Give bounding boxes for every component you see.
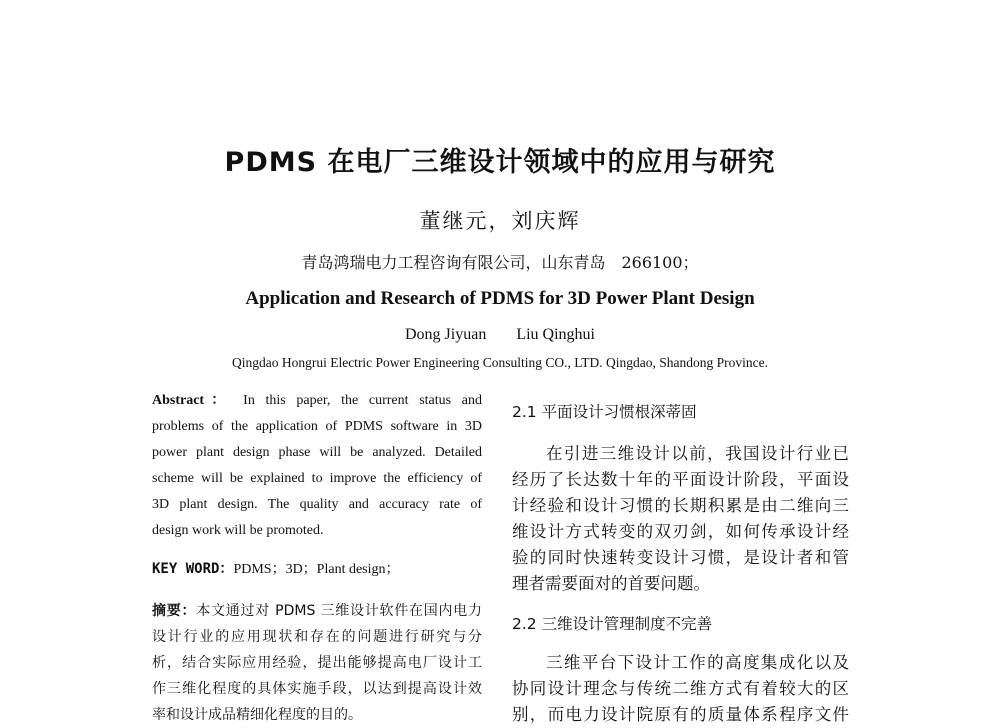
authors-cn: 董继元，刘庆辉 [419, 209, 581, 233]
author-1: Dong Jiyuan [405, 326, 487, 343]
abstract-cn-line: 率和设计成品精细化程度的目的。 [152, 707, 362, 723]
paper-title: PDMS 在电厂三维设计领域中的应用与研究 [224, 147, 776, 178]
paragraph-line: 协同设计理念与传统二维方式有着较大的区 [512, 679, 849, 698]
paragraph-line: 验的同时快速转变设计习惯，是设计者和管 [512, 548, 849, 567]
abstract-cn-line [152, 598, 482, 624]
abstract-text: In this paper, the current status and [243, 393, 482, 408]
paragraph-line: 别，而电力设计院原有的质量体系程序文件 [512, 705, 849, 724]
abstract-cn-line: 设计行业的应用现状和存在的问题进行研究与分 [152, 629, 482, 645]
paragraph-line: 三维平台下设计工作的高度集成化以及 [546, 653, 849, 672]
abstract-en [152, 388, 482, 544]
abstract-line [152, 388, 482, 414]
abstract-cn-label: 摘要： [152, 603, 197, 619]
affiliation-cn: 青岛鸿瑞电力工程咨询有限公司，山东青岛 266100； [301, 253, 699, 272]
authors-en [0, 326, 1000, 344]
keywords-label: KEY WORD： [152, 561, 234, 577]
abstract-cn [152, 598, 482, 728]
section-heading: 2.2 三维设计管理制度不完善 [512, 615, 713, 633]
affiliation-en: Qingdao Hongrui Electric Power Engineering Consulting CO., LTD. Qingdao, Shandong Province. [231, 355, 769, 370]
abstract-label: Abstract： [152, 393, 233, 408]
keywords-text: PDMS；3D；Plant design； [233, 562, 400, 577]
abstract-cn-line: 析，结合实际应用经验，提出能够提高电厂设计工 [152, 655, 482, 671]
paragraph-line: 理者需要面对的首要问题。 [512, 574, 710, 593]
abstract-line: scheme will be explained to improve the efficiency of [152, 471, 482, 486]
paragraph-line: 在引进三维设计以前，我国设计行业已 [546, 444, 849, 463]
abstract-line: problems of the application of PDMS software in 3D [152, 419, 482, 434]
abstract-line: power plant design phase will be analyzed. Detailed [152, 445, 482, 460]
abstract-cn-line: 作三维化程度的具体实施手段，以达到提高设计效 [152, 681, 482, 697]
paragraph-line: 维设计方式转变的双刃剑，如何传承设计经 [512, 522, 849, 541]
keywords [152, 556, 482, 582]
paragraph-line: 计经验和设计习惯的长期积累是由二维向三 [512, 496, 849, 515]
abstract-line: 3D plant design. The quality and accuracy rate of [152, 497, 482, 512]
section-body [512, 650, 849, 728]
abstract-cn-text: 本文通过对 PDMS 三维设计软件在国内电力 [196, 603, 483, 619]
section-body [512, 441, 849, 597]
section-heading: 2.1 平面设计习惯根深蒂固 [512, 403, 697, 421]
paper-title-en: Application and Research of PDMS for 3D Power Plant Design [245, 288, 755, 309]
author-2: Liu Qinghui [516, 326, 595, 343]
abstract-line: design work will be promoted. [152, 523, 324, 538]
paragraph-line: 经历了长达数十年的平面设计阶段，平面设 [512, 470, 849, 489]
